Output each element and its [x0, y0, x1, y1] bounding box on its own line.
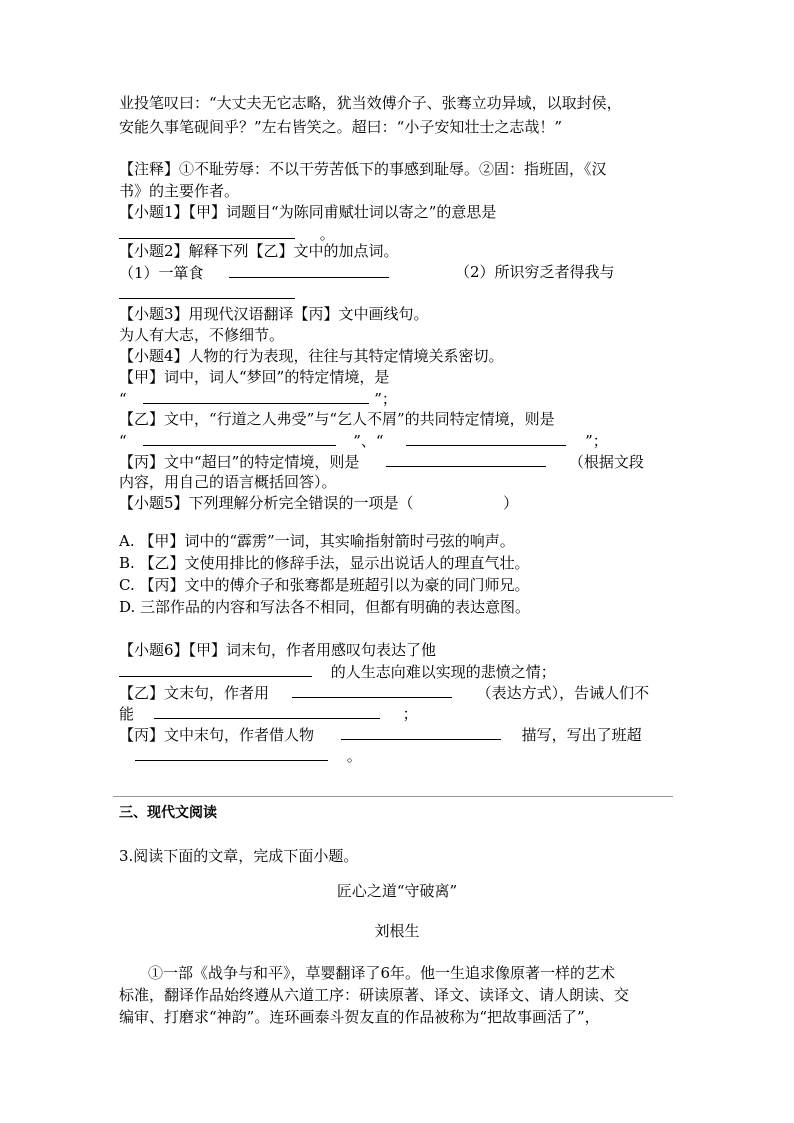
- paragraph-1-line-2: 标准，翻译作品始终遵从六道工序：研读原著、译文、读译文、请人朗读、交: [119, 986, 630, 1004]
- answer-blank[interactable]: [229, 262, 389, 278]
- question-2-item-2: （2）所识穷乏者得我与: [455, 263, 615, 281]
- period: 。: [319, 225, 335, 243]
- section-3-instruction: 3.阅读下面的文章，完成下面小题。: [119, 847, 359, 865]
- question-4-bing: 【丙】文中“超曰”的特定情境，则是: [119, 453, 360, 471]
- question-6-line-2: [119, 661, 556, 683]
- quote-open: “: [119, 432, 127, 450]
- question-3-text: 【小题3】用现代汉语翻译【丙】文中画线句。: [119, 305, 429, 323]
- answer-blank[interactable]: [143, 430, 336, 446]
- quote-close: ”；: [374, 390, 397, 408]
- section-3-heading: 三、现代文阅读: [119, 805, 217, 821]
- answer-blank[interactable]: [119, 223, 295, 239]
- question-3-sentence: 为人有大志，不修细节。: [119, 326, 285, 344]
- question-6-end-row: [119, 745, 362, 767]
- answer-blank[interactable]: [135, 745, 328, 761]
- answer-blank[interactable]: [406, 430, 566, 446]
- question-4-bing-suffix: （根据文段: [568, 453, 644, 471]
- answer-blank[interactable]: [292, 682, 452, 698]
- answer-blank[interactable]: [154, 703, 380, 719]
- paragraph-1-line-1: ①一部《战争与和平》，草婴翻译了6年。他一生追求像原著一样的艺术: [148, 964, 616, 982]
- period: 。: [346, 747, 362, 765]
- question-2-item-1-row: [119, 262, 389, 284]
- question-6-yi-suffix: （表达方式），告诫人们不: [476, 684, 650, 702]
- question-6-yi: 【乙】文末句，作者用: [119, 684, 270, 702]
- option-d: D. 三部作品的内容和写法各不相同，但都有明确的表达意图。: [119, 598, 531, 616]
- question-4-yi: 【乙】文中，“行道之人弗受”与“乞人不屑”的共同特定情境，则是: [119, 410, 555, 428]
- question-4-bing-line-2: 内容，用自己的语言概括回答）。: [119, 473, 337, 491]
- question-4-bing-row: [119, 451, 644, 473]
- question-6-yi-row: [119, 682, 649, 704]
- question-6-line-2-suffix: 的人生志向难以实现的悲愤之情；: [330, 663, 556, 681]
- paren-close: ）: [503, 494, 519, 512]
- intro-line-2: 安能久事笔砚间乎？”左右皆笑之。超曰：“小子安知壮士之志哉！”: [119, 118, 563, 136]
- section-divider: [113, 796, 673, 797]
- option-c: C. 【丙】文中的傅介子和张骞都是班超引以为豪的同门师兄。: [119, 576, 530, 594]
- option-a: A. 【甲】词中的“霹雳”一词，其实喻指射箭时弓弦的响声。: [119, 532, 515, 550]
- answer-blank[interactable]: [341, 724, 501, 740]
- question-6-yi-line-2-start: 能: [119, 705, 135, 723]
- quote-close: ”；: [585, 432, 608, 450]
- question-2-item-2-answer-row: [119, 283, 295, 305]
- answer-blank[interactable]: [143, 388, 369, 404]
- semicolon: ；: [402, 705, 418, 723]
- question-4-text: 【小题4】人物的行为表现，往往与其特定情境关系密切。: [119, 347, 504, 365]
- option-b: B. 【乙】文使用排比的修辞手法，显示出说话人的理直气壮。: [119, 554, 530, 572]
- question-6-yi-line-2: [119, 703, 418, 725]
- quote-open: “: [119, 390, 127, 408]
- question-2-item-1: （1）一箪食: [119, 264, 204, 282]
- question-5-row: [119, 493, 518, 514]
- question-6-bing-suffix: 描写，写出了班超: [521, 726, 642, 744]
- question-2-text: 【小题2】解释下列【乙】文中的加点词。: [119, 242, 399, 260]
- notes-line-2: 书》的主要作者。: [119, 182, 240, 200]
- quote-separator: ”、“: [353, 432, 384, 450]
- article-title: 匠心之道“守破离”: [336, 882, 458, 900]
- question-6-text: 【小题6】【甲】词末句，作者用感叹句表达了他: [119, 641, 437, 659]
- answer-blank[interactable]: [119, 661, 312, 677]
- answer-blank[interactable]: [386, 451, 546, 467]
- paragraph-1-line-3: 编审、打磨求“神韵”。连环画泰斗贺友直的作品被称为“把故事画活了”，: [119, 1008, 600, 1026]
- question-4-jia-answer-row: [119, 388, 397, 410]
- question-6-bing: 【丙】文中末句，作者借人物: [119, 726, 315, 744]
- answer-blank[interactable]: [119, 283, 295, 299]
- intro-line-1: 业投笔叹曰：“大丈夫无它志略，犹当效傅介子、张骞立功异域，以取封侯，: [119, 94, 622, 112]
- question-5-text: 【小题5】下列理解分析完全错误的一项是（: [119, 494, 414, 512]
- article-author: 刘根生: [374, 922, 420, 940]
- question-4-jia: 【甲】词中，词人“梦回”的特定情境，是: [119, 368, 390, 386]
- question-6-bing-row: [119, 724, 642, 746]
- question-4-yi-answer-row: [119, 430, 608, 452]
- notes-line-1: 【注释】①不耻劳辱：不以干劳苦低下的事感到耻辱。②固：指班固，《汉: [119, 160, 607, 178]
- question-1-text: 【小题1】【甲】词题目“为陈同甫赋壮词以寄之”的意思是: [119, 203, 497, 221]
